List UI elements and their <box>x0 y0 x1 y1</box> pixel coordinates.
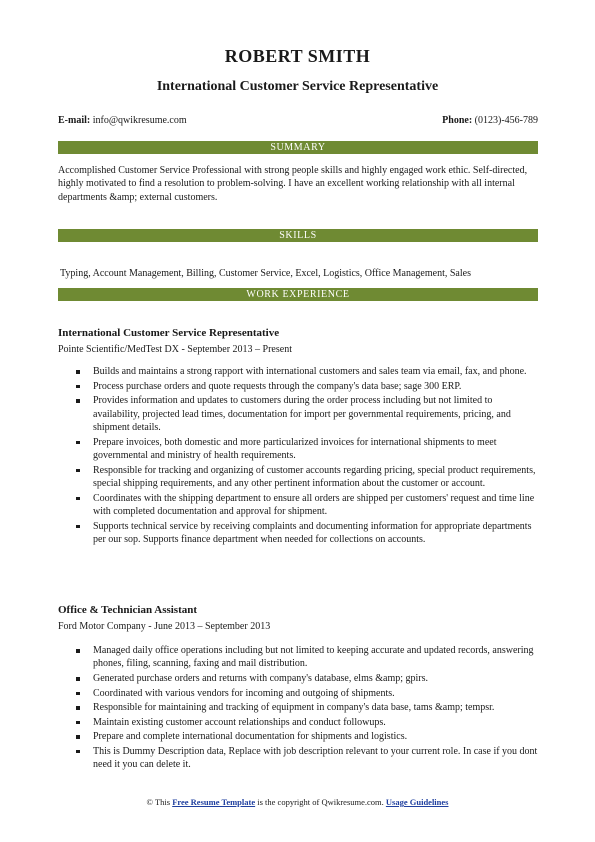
list-item: Builds and maintains a strong rapport with international customers and sales team via email, fax, and phone. <box>76 365 538 378</box>
job-title: International Customer Service Representative <box>58 327 280 339</box>
work-experience-heading: WORK EXPERIENCE <box>58 288 538 301</box>
list-item: Responsible for maintaining and tracking of equipment in company's data base, tams &amp; tempsr. <box>76 701 538 714</box>
list-item: Process purchase orders and quote requests through the company's data base; sage 300 ERP. <box>76 380 538 393</box>
email-line <box>58 114 187 128</box>
list-item: Generated purchase orders and returns with company's database, elms &amp; gpirs. <box>76 672 538 685</box>
list-item: Prepare and complete international documentation for shipments and logistics. <box>76 730 538 743</box>
list-item: Managed daily office operations including but not limited to keeping accurate and updated records, answering phones, filing, scanning, faxing and mail distribution. <box>76 644 538 671</box>
footer-copyright-text: is the copyright of Qwikresume.com. <box>257 797 384 807</box>
job-bullet-list <box>76 644 538 773</box>
phone-value: (0123)-456-789 <box>474 115 538 126</box>
list-item: Coordinated with various vendors for incoming and outgoing of shipments. <box>76 687 538 700</box>
skills-heading: SKILLS <box>58 229 538 242</box>
list-item: This is Dummy Description data, Replace with job description relevant to your current role. In case if you dont need it you can delete it. <box>76 745 538 772</box>
candidate-title: International Customer Service Representative <box>156 79 439 94</box>
list-item: Provides information and updates to customers during the order process including but not limited to availability, projected lead times, documentation for import per governmental requirements, pricing, and shipment details. <box>76 394 538 434</box>
list-item: Coordinates with the shipping department to ensure all orders are shipped per customers' request and time line with completed documentation and approval for shipment. <box>76 492 538 519</box>
usage-guidelines-link[interactable]: Usage Guidelines <box>385 797 449 807</box>
email-value: info@qwikresume.com <box>92 115 187 126</box>
job-company-dates: Pointe Scientific/MedTest DX - September 2013 – Present <box>58 344 292 355</box>
free-resume-template-link[interactable]: Free Resume Template <box>172 797 256 807</box>
phone-label: Phone: <box>442 115 473 126</box>
list-item: Prepare invoices, both domestic and more particularized invoices for international shipments to meet governmental and ministry of health requirements. <box>76 436 538 463</box>
list-item: Responsible for tracking and organizing of customer accounts regarding pricing, special product requirements, special shipping requirements, and any other pertinent information about the customer or account. <box>76 464 538 491</box>
job-company-dates: Ford Motor Company - June 2013 – September 2013 <box>58 621 271 632</box>
candidate-name: ROBERT SMITH <box>224 46 371 66</box>
footer <box>0 797 595 808</box>
list-item: Supports technical service by receiving complaints and documenting information for appropriate departments per our sop. Supports finance department when needed for collections on accounts. <box>76 520 538 547</box>
list-item: Maintain existing customer account relationships and conduct followups. <box>76 716 538 729</box>
footer-prefix: © This <box>146 797 171 807</box>
summary-text: Accomplished Customer Service Professional with strong people skills and highly engaged work ethic. Self-directed, highly motivated to find a resolution to problem-solving. I have an excellent working relationship with all internal departments &amp; external customers. <box>58 165 528 203</box>
summary-heading: SUMMARY <box>58 141 538 154</box>
job-bullet-list <box>76 365 538 548</box>
email-label: E-mail: <box>58 115 91 126</box>
skills-text: Typing, Account Management, Billing, Customer Service, Excel, Logistics, Office Management, Sales <box>60 268 471 279</box>
job-title: Office & Technician Assistant <box>58 604 198 616</box>
phone-line <box>442 114 538 128</box>
